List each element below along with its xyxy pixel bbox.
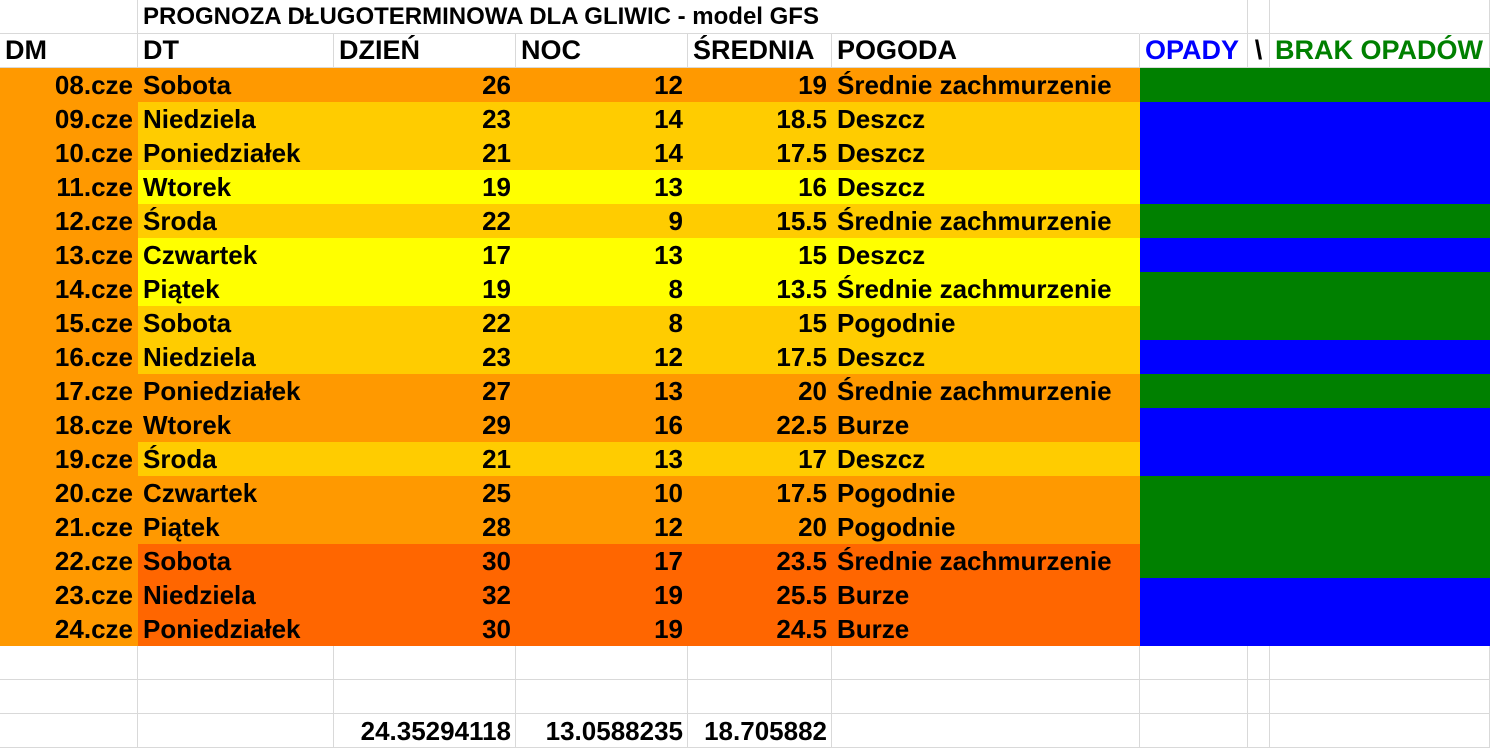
- table-row: [0, 170, 1490, 204]
- cell-pogoda[interactable]: Pogodnie: [832, 306, 1140, 340]
- table-row: [0, 442, 1490, 476]
- cell-dzien[interactable]: 21: [334, 136, 516, 170]
- cell-dm[interactable]: 20.cze: [0, 476, 138, 510]
- cell-dzien[interactable]: 22: [334, 306, 516, 340]
- cell-pogoda[interactable]: Burze: [832, 408, 1140, 442]
- no-rain-indicator-cell[interactable]: [1140, 544, 1490, 578]
- cell-dzien[interactable]: 29: [334, 408, 516, 442]
- cell-srednia[interactable]: 25.5: [688, 578, 832, 612]
- cell-dzien[interactable]: 19: [334, 272, 516, 306]
- cell-dt[interactable]: Czwartek: [138, 476, 334, 510]
- no-rain-indicator-cell[interactable]: [1140, 272, 1490, 306]
- cell-blank[interactable]: [832, 646, 1140, 680]
- averages-row: [0, 714, 1490, 748]
- cell-blank[interactable]: [1140, 646, 1248, 680]
- rain-indicator-cell[interactable]: [1140, 238, 1490, 272]
- cell-srednia[interactable]: 23.5: [688, 544, 832, 578]
- cell-srednia[interactable]: 15: [688, 306, 832, 340]
- cell-dm[interactable]: 24.cze: [0, 612, 138, 646]
- cell-pogoda[interactable]: Deszcz: [832, 238, 1140, 272]
- cell-blank[interactable]: [0, 0, 138, 34]
- cell-dm[interactable]: 10.cze: [0, 136, 138, 170]
- cell-srednia[interactable]: 17.5: [688, 476, 832, 510]
- cell-blank[interactable]: [0, 680, 138, 714]
- cell-dt[interactable]: Sobota: [138, 306, 334, 340]
- average-dzien[interactable]: 24.35294118: [334, 714, 516, 748]
- cell-noc[interactable]: 8: [516, 306, 688, 340]
- cell-dm[interactable]: 09.cze: [0, 102, 138, 136]
- cell-srednia[interactable]: 19: [688, 68, 832, 102]
- cell-dm[interactable]: 14.cze: [0, 272, 138, 306]
- cell-noc[interactable]: 13: [516, 442, 688, 476]
- header-dt[interactable]: DT: [138, 34, 334, 68]
- cell-srednia[interactable]: 17.5: [688, 340, 832, 374]
- cell-dzien[interactable]: 17: [334, 238, 516, 272]
- header-dm[interactable]: DM: [0, 34, 138, 68]
- cell-pogoda[interactable]: Średnie zachmurzenie: [832, 272, 1140, 306]
- cell-dm[interactable]: 17.cze: [0, 374, 138, 408]
- cell-dzien[interactable]: 32: [334, 578, 516, 612]
- cell-blank[interactable]: [516, 646, 688, 680]
- rain-indicator-cell[interactable]: [1140, 340, 1490, 374]
- cell-blank[interactable]: [1140, 0, 1248, 34]
- cell-pogoda[interactable]: Deszcz: [832, 102, 1140, 136]
- cell-dt[interactable]: Niedziela: [138, 340, 334, 374]
- cell-noc[interactable]: 14: [516, 136, 688, 170]
- cell-pogoda[interactable]: Burze: [832, 612, 1140, 646]
- cell-dzien[interactable]: 27: [334, 374, 516, 408]
- cell-srednia[interactable]: 15.5: [688, 204, 832, 238]
- cell-srednia[interactable]: 17.5: [688, 136, 832, 170]
- cell-dt[interactable]: Niedziela: [138, 578, 334, 612]
- cell-dzien[interactable]: 26: [334, 68, 516, 102]
- cell-noc[interactable]: 13: [516, 238, 688, 272]
- cell-blank[interactable]: [1270, 646, 1490, 680]
- cell-dt[interactable]: Sobota: [138, 68, 334, 102]
- cell-dzien[interactable]: 30: [334, 544, 516, 578]
- table-row: [0, 204, 1490, 238]
- header-srednia[interactable]: ŚREDNIA: [688, 34, 832, 68]
- cell-dm[interactable]: 11.cze: [0, 170, 138, 204]
- cell-dt[interactable]: Czwartek: [138, 238, 334, 272]
- cell-dm[interactable]: 13.cze: [0, 238, 138, 272]
- cell-dm[interactable]: 12.cze: [0, 204, 138, 238]
- cell-blank[interactable]: [688, 680, 832, 714]
- cell-noc[interactable]: 12: [516, 510, 688, 544]
- table-row: [0, 340, 1490, 374]
- cell-dm[interactable]: 23.cze: [0, 578, 138, 612]
- cell-dt[interactable]: Wtorek: [138, 408, 334, 442]
- header-row: [0, 34, 1490, 68]
- cell-noc[interactable]: 10: [516, 476, 688, 510]
- cell-pogoda[interactable]: Deszcz: [832, 340, 1140, 374]
- rain-indicator-cell[interactable]: [1140, 612, 1490, 646]
- cell-blank[interactable]: [334, 680, 516, 714]
- cell-noc[interactable]: 19: [516, 578, 688, 612]
- cell-blank[interactable]: [0, 714, 138, 748]
- table-row: [0, 578, 1490, 612]
- cell-dzien[interactable]: 23: [334, 340, 516, 374]
- cell-pogoda[interactable]: Deszcz: [832, 136, 1140, 170]
- cell-blank[interactable]: [138, 680, 334, 714]
- table-row: [0, 68, 1490, 102]
- cell-dzien[interactable]: 30: [334, 612, 516, 646]
- cell-dt[interactable]: Piątek: [138, 272, 334, 306]
- cell-dm[interactable]: 21.cze: [0, 510, 138, 544]
- cell-dm[interactable]: 19.cze: [0, 442, 138, 476]
- no-rain-indicator-cell[interactable]: [1140, 510, 1490, 544]
- header-separator[interactable]: \: [1248, 34, 1270, 68]
- cell-srednia[interactable]: 22.5: [688, 408, 832, 442]
- header-brak-opadow[interactable]: BRAK OPADÓW: [1270, 34, 1490, 68]
- rain-indicator-cell[interactable]: [1140, 578, 1490, 612]
- header-opady[interactable]: OPADY: [1140, 34, 1248, 68]
- table-row: [0, 306, 1490, 340]
- cell-dm[interactable]: 18.cze: [0, 408, 138, 442]
- cell-noc[interactable]: 9: [516, 204, 688, 238]
- cell-dzien[interactable]: 22: [334, 204, 516, 238]
- sheet-title[interactable]: PROGNOZA DŁUGOTERMINOWA DLA GLIWIC - model GFS: [138, 0, 1140, 34]
- cell-noc[interactable]: 14: [516, 102, 688, 136]
- table-row: [0, 102, 1490, 136]
- cell-blank[interactable]: [1248, 680, 1270, 714]
- cell-dt[interactable]: Środa: [138, 204, 334, 238]
- cell-blank[interactable]: [334, 646, 516, 680]
- cell-dm[interactable]: 08.cze: [0, 68, 138, 102]
- cell-noc[interactable]: 13: [516, 170, 688, 204]
- table-row: [0, 476, 1490, 510]
- cell-dm[interactable]: 22.cze: [0, 544, 138, 578]
- cell-srednia[interactable]: 15: [688, 238, 832, 272]
- cell-blank[interactable]: [832, 714, 1140, 748]
- no-rain-indicator-cell[interactable]: [1140, 204, 1490, 238]
- cell-pogoda[interactable]: Średnie zachmurzenie: [832, 204, 1140, 238]
- table-row: [0, 612, 1490, 646]
- table-row: [0, 272, 1490, 306]
- cell-srednia[interactable]: 18.5: [688, 102, 832, 136]
- cell-pogoda[interactable]: Średnie zachmurzenie: [832, 68, 1140, 102]
- cell-noc[interactable]: 12: [516, 340, 688, 374]
- cell-dzien[interactable]: 19: [334, 170, 516, 204]
- title-row: [0, 0, 1490, 34]
- cell-dt[interactable]: Niedziela: [138, 102, 334, 136]
- table-row: [0, 136, 1490, 170]
- cell-blank[interactable]: [138, 714, 334, 748]
- cell-srednia[interactable]: 13.5: [688, 272, 832, 306]
- cell-dt[interactable]: Środa: [138, 442, 334, 476]
- cell-blank[interactable]: [832, 680, 1140, 714]
- rain-indicator-cell[interactable]: [1140, 442, 1490, 476]
- cell-blank[interactable]: [1248, 646, 1270, 680]
- cell-blank[interactable]: [516, 680, 688, 714]
- cell-dt[interactable]: Piątek: [138, 510, 334, 544]
- cell-pogoda[interactable]: Burze: [832, 578, 1140, 612]
- cell-blank[interactable]: [0, 646, 138, 680]
- cell-dt[interactable]: Poniedziałek: [138, 374, 334, 408]
- cell-blank[interactable]: [1140, 714, 1248, 748]
- rain-indicator-cell[interactable]: [1140, 408, 1490, 442]
- cell-dt[interactable]: Sobota: [138, 544, 334, 578]
- empty-row: [0, 680, 1490, 714]
- cell-dzien[interactable]: 21: [334, 442, 516, 476]
- cell-noc[interactable]: 17: [516, 544, 688, 578]
- cell-srednia[interactable]: 24.5: [688, 612, 832, 646]
- table-row: [0, 238, 1490, 272]
- no-rain-indicator-cell[interactable]: [1140, 306, 1490, 340]
- cell-dzien[interactable]: 28: [334, 510, 516, 544]
- cell-noc[interactable]: 13: [516, 374, 688, 408]
- cell-blank[interactable]: [688, 646, 832, 680]
- cell-srednia[interactable]: 20: [688, 510, 832, 544]
- average-srednia[interactable]: 18.705882: [688, 714, 832, 748]
- cell-blank[interactable]: [138, 646, 334, 680]
- header-pogoda[interactable]: POGODA: [832, 34, 1140, 68]
- cell-srednia[interactable]: 17: [688, 442, 832, 476]
- cell-dzien[interactable]: 23: [334, 102, 516, 136]
- average-noc[interactable]: 13.0588235: [516, 714, 688, 748]
- cell-blank[interactable]: [1248, 714, 1270, 748]
- cell-noc[interactable]: 19: [516, 612, 688, 646]
- rain-indicator-cell[interactable]: [1140, 102, 1490, 136]
- no-rain-indicator-cell[interactable]: [1140, 68, 1490, 102]
- rain-indicator-cell[interactable]: [1140, 170, 1490, 204]
- cell-dt[interactable]: Poniedziałek: [138, 136, 334, 170]
- cell-dt[interactable]: Wtorek: [138, 170, 334, 204]
- cell-pogoda[interactable]: Średnie zachmurzenie: [832, 544, 1140, 578]
- cell-srednia[interactable]: 16: [688, 170, 832, 204]
- header-dzien[interactable]: DZIEŃ: [334, 34, 516, 68]
- cell-noc[interactable]: 12: [516, 68, 688, 102]
- cell-noc[interactable]: 8: [516, 272, 688, 306]
- table-row: [0, 374, 1490, 408]
- header-noc[interactable]: NOC: [516, 34, 688, 68]
- cell-dzien[interactable]: 25: [334, 476, 516, 510]
- cell-blank[interactable]: [1270, 0, 1490, 34]
- cell-blank[interactable]: [1270, 714, 1490, 748]
- no-rain-indicator-cell[interactable]: [1140, 476, 1490, 510]
- table-row: [0, 408, 1490, 442]
- cell-blank[interactable]: [1248, 0, 1270, 34]
- cell-blank[interactable]: [1140, 680, 1248, 714]
- cell-pogoda[interactable]: Pogodnie: [832, 510, 1140, 544]
- table-row: [0, 544, 1490, 578]
- empty-row: [0, 646, 1490, 680]
- cell-blank[interactable]: [1270, 680, 1490, 714]
- cell-pogoda[interactable]: Pogodnie: [832, 476, 1140, 510]
- cell-dm[interactable]: 15.cze: [0, 306, 138, 340]
- cell-srednia[interactable]: 20: [688, 374, 832, 408]
- cell-pogoda[interactable]: Deszcz: [832, 442, 1140, 476]
- cell-dt[interactable]: Poniedziałek: [138, 612, 334, 646]
- rain-indicator-cell[interactable]: [1140, 136, 1490, 170]
- cell-noc[interactable]: 16: [516, 408, 688, 442]
- no-rain-indicator-cell[interactable]: [1140, 374, 1490, 408]
- cell-dm[interactable]: 16.cze: [0, 340, 138, 374]
- cell-pogoda[interactable]: Średnie zachmurzenie: [832, 374, 1140, 408]
- table-row: [0, 510, 1490, 544]
- cell-pogoda[interactable]: Deszcz: [832, 170, 1140, 204]
